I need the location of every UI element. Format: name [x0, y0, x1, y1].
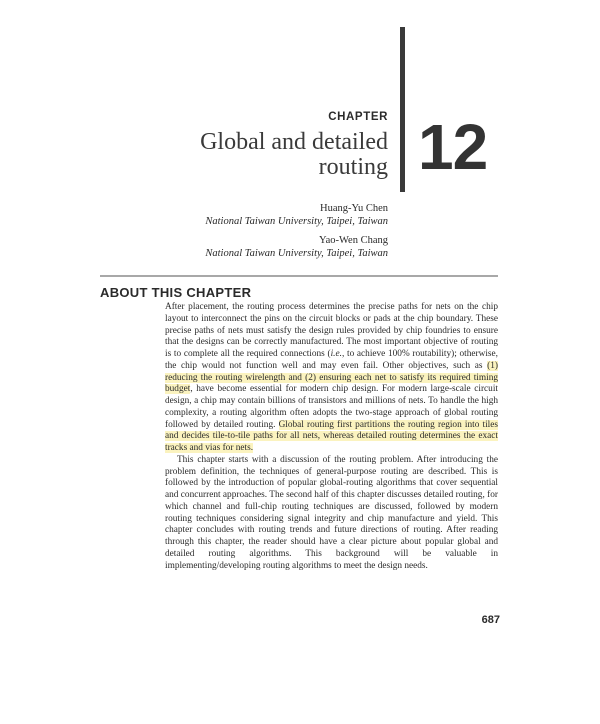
section-heading: ABOUT THIS CHAPTER	[100, 285, 252, 300]
chapter-label: CHAPTER	[328, 111, 388, 123]
chapter-divider-bar	[400, 27, 405, 192]
chapter-title-line2: routing	[318, 154, 388, 180]
author-affiliation: National Taiwan University, Taipei, Taiwan	[205, 216, 388, 227]
author-list	[205, 202, 388, 266]
author-affiliation: National Taiwan University, Taipei, Taiwan	[205, 248, 388, 259]
chapter-title	[200, 130, 388, 180]
text-run: , to achieve 100% routability); otherwise, the chip would not function well and may even fail. Other objectives, such as	[165, 349, 498, 371]
author-block	[205, 202, 388, 228]
author-block	[205, 234, 388, 260]
highlighted-text: Global routing first partitions the routing region into tiles and decides tile-to-tile paths for all nets, whereas detailed routing determines the exact tracks and vias for nets.	[165, 419, 498, 453]
author-name: Yao-Wen Chang	[319, 235, 388, 246]
text-run: , have become essential for modern chip design. For modern large-scale circuit design, a chip may contain billions of transistors and millions of nets. To handle the high complexity, a routing algorithm often adopts the two-stage approach of global routing followed by detailed routing.	[165, 384, 498, 430]
text-run: After placement, the routing process determines the precise paths for nets on the chip layout to interconnect the pins on the circuit blocks or pads at the chip boundary. These precise paths of nets must satisfy the design rules provided by chip foundries to ensure that the designs can be correctly manufactured. The most important objective of routing is to complete all the required connections (	[165, 302, 498, 359]
paragraph-2: This chapter starts with a discussion of the routing problem. After introducing the problem definition, the techniques of general-purpose routing are described. This is followed by the introduction of popular global-routing algorithms that cover sequential and concurrent approaches. The second half of this chapter discusses detailed routing, for which channel and full-chip routing techniques are discussed, followed by modern routing techniques considering signal integrity and chip manufacture and yield. This chapter concludes with routing trends and future directions of routing. After reading through this chapter, the reader should have a clear picture about popular global and detailed routing algorithms. This background will be valuable in implementing/developing routing algorithms to meet the design needs.	[165, 454, 498, 571]
chapter-number: 12	[418, 111, 488, 183]
author-name: Huang-Yu Chen	[320, 203, 388, 214]
text-run-italic: i.e.	[330, 349, 342, 359]
highlighted-text: (1) reducing the routing wirelength and (2) ensuring each net to satisfy its required timing budget	[165, 360, 498, 395]
chapter-body	[165, 302, 498, 572]
paragraph-1	[165, 302, 498, 455]
section-rule	[100, 275, 498, 277]
page-number: 687	[481, 614, 500, 626]
chapter-title-line1: Global and detailed	[200, 129, 388, 155]
